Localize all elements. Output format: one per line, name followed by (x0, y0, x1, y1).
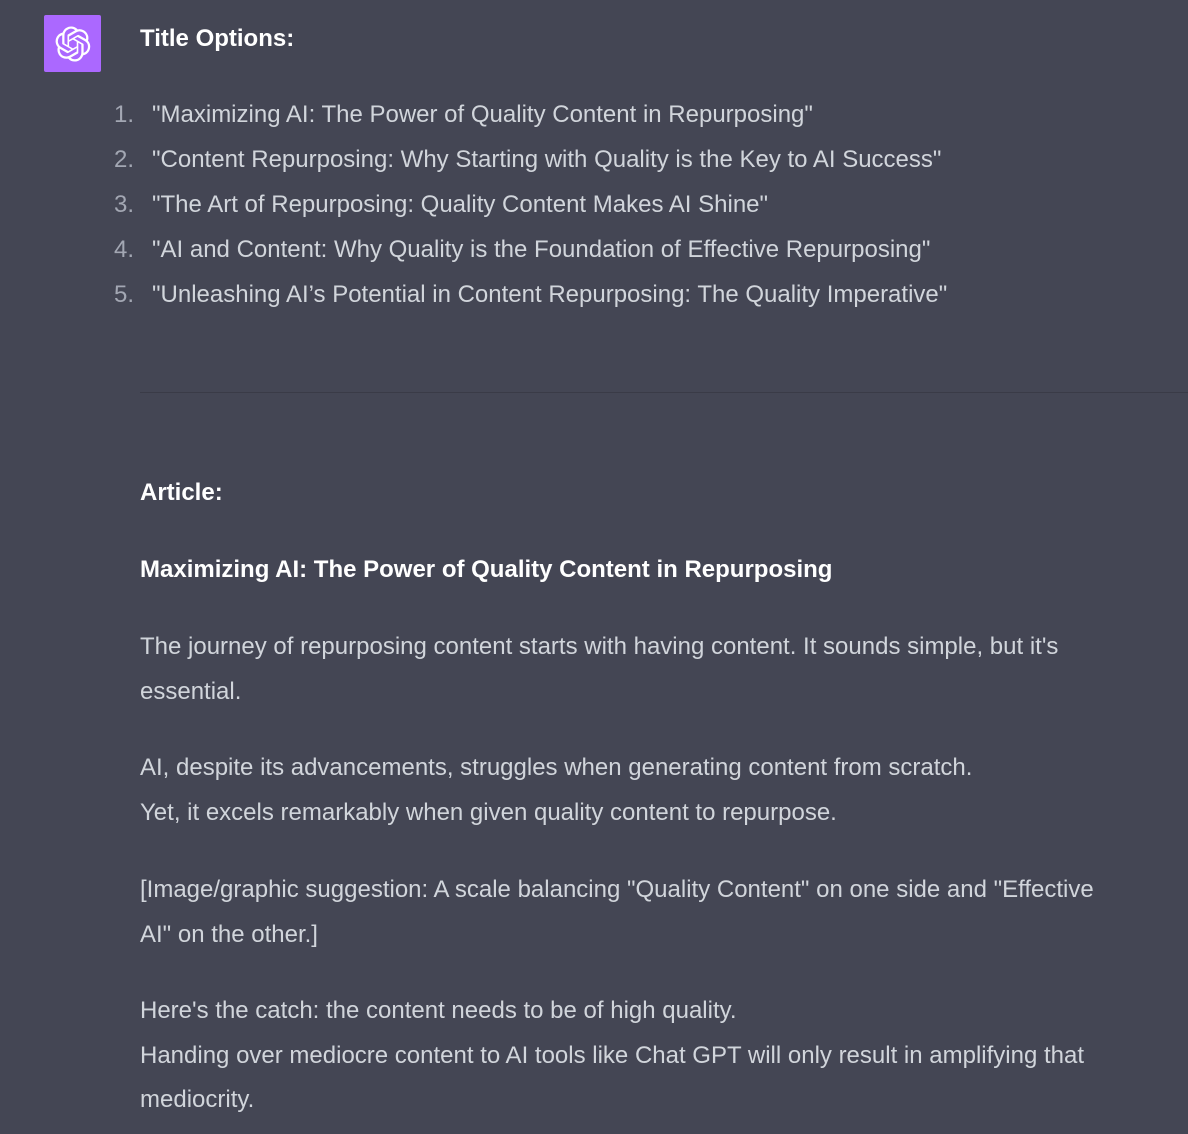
article-paragraph (140, 625, 1180, 714)
openai-logo-icon (55, 26, 91, 62)
paragraph-line: mediocrity. (140, 1086, 255, 1113)
list-text: "AI and Content: Why Quality is the Foundation of Effective Repurposing" (152, 236, 931, 263)
list-text: "The Art of Repurposing: Quality Content Makes AI Shine" (152, 191, 769, 218)
assistant-avatar (44, 15, 101, 72)
paragraph-line: essential. (140, 677, 242, 705)
paragraph-line: Handing over mediocre content to AI tools like Chat GPT will only result in amplifying that (140, 1041, 1085, 1069)
divider (140, 392, 1188, 393)
list-text: "Unleashing AI’s Potential in Content Repurposing: The Quality Imperative" (152, 281, 948, 308)
list-item (110, 232, 1170, 277)
list-number: 3. (114, 191, 135, 218)
title-options-heading: Title Options: (140, 25, 295, 52)
paragraph-line: Yet, it excels remarkably when given quality content to repurpose. (140, 798, 837, 826)
article-label: Article: (140, 479, 223, 506)
list-text: "Maximizing AI: The Power of Quality Content in Repurposing" (152, 101, 813, 128)
list-item (110, 142, 1170, 187)
paragraph-line: The journey of repurposing content starts with having content. It sounds simple, but it's (140, 633, 1059, 660)
paragraph-line: AI, despite its advancements, struggles when generating content from scratch. (140, 754, 973, 781)
paragraph-line: [Image/graphic suggestion: A scale balancing "Quality Content" on one side and "Effective (140, 876, 1094, 903)
list-number: 1. (114, 101, 135, 128)
title-options-list (110, 97, 1170, 322)
list-item (110, 187, 1170, 232)
list-number: 2. (114, 146, 135, 173)
list-text: "Content Repurposing: Why Starting with Quality is the Key to AI Success" (152, 146, 942, 173)
paragraph-line: Here's the catch: the content needs to be of high quality. (140, 997, 737, 1024)
article-paragraph (140, 746, 1180, 835)
list-item (110, 277, 1170, 322)
article-title: Maximizing AI: The Power of Quality Content in Repurposing (140, 556, 833, 583)
list-item (110, 97, 1170, 142)
list-number: 5. (114, 281, 135, 308)
article-paragraph (140, 989, 1180, 1123)
list-number: 4. (114, 236, 135, 263)
article-paragraph (140, 868, 1180, 957)
paragraph-line: AI" on the other.] (140, 920, 318, 948)
